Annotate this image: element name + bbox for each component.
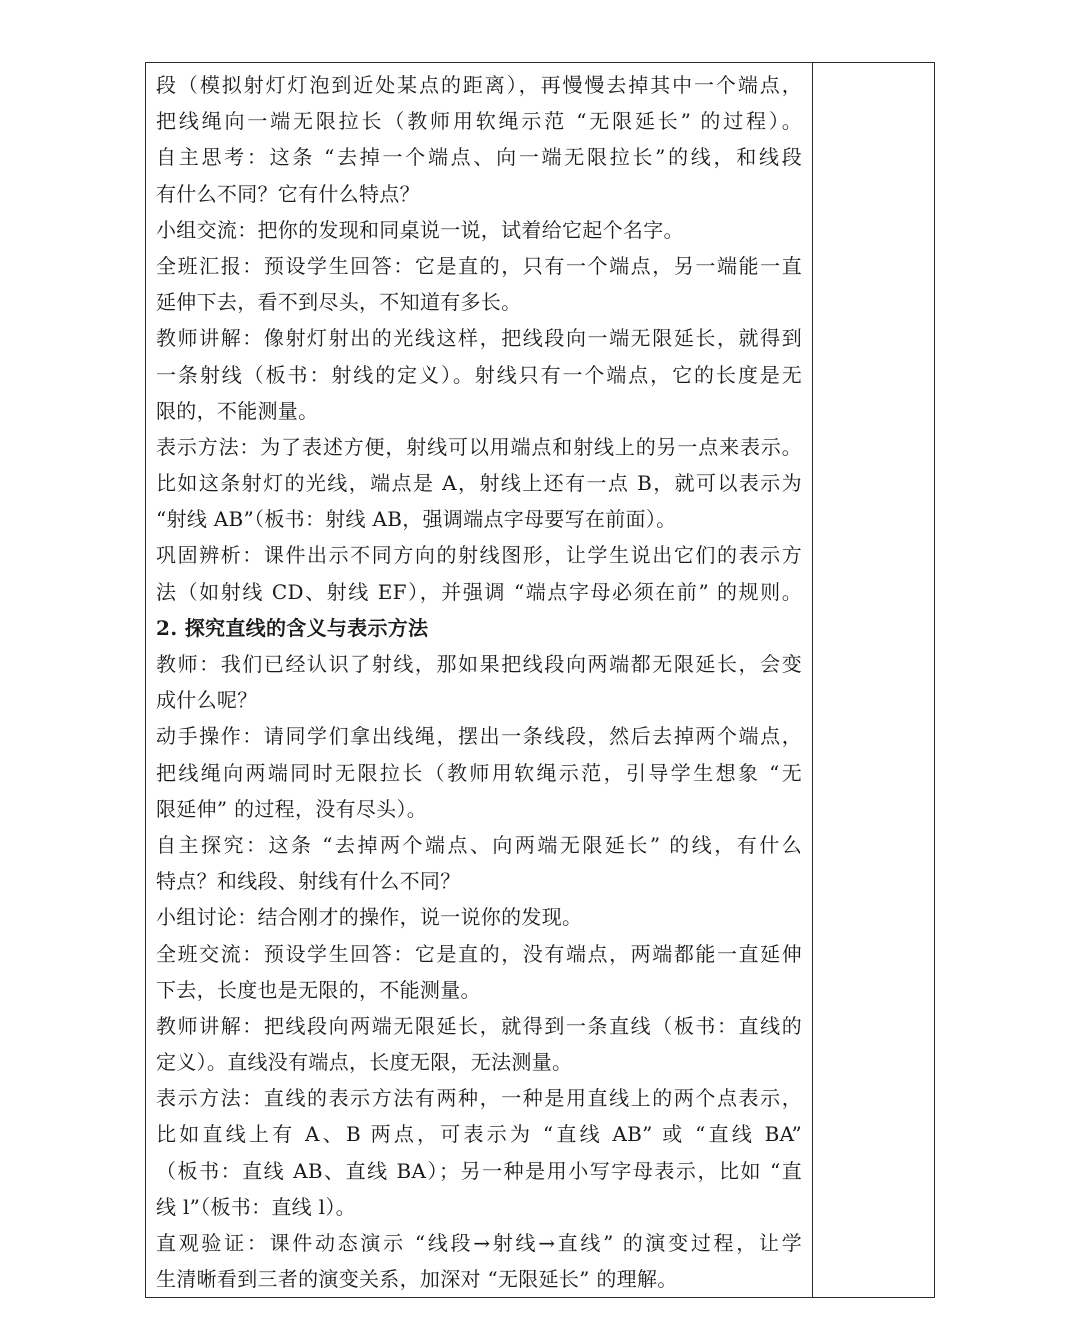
text-line: 线 l”（板书：直线 l）。 bbox=[156, 1194, 356, 1219]
text-line: 比如直线上有 A、B 两点，可表示为 “直线 AB” 或 “直线 BA” bbox=[156, 1122, 802, 1147]
text-line: 巩固辨析：课件出示不同方向的射线图形，让学生说出它们的表示方 bbox=[156, 543, 802, 568]
text-line: （板书：直线 AB、直线 BA）；另一种是用小写字母表示，比如 “直 bbox=[156, 1158, 802, 1183]
text-line: 自主思考：这条 “去掉一个端点、向一端无限拉长”的线，和线段 bbox=[156, 145, 802, 170]
text-line: 动手操作：请同学们拿出线绳，摆出一条线段，然后去掉两个端点， bbox=[156, 724, 802, 749]
text-line: 有什么不同？它有什么特点？ bbox=[156, 181, 420, 206]
text-line: 小组交流：把你的发现和同桌说一说，试着给它起个名字。 bbox=[156, 217, 684, 242]
text-line: 下去，长度也是无限的，不能测量。 bbox=[156, 977, 481, 1002]
text-line: 段（模拟射灯灯泡到近处某点的距离），再慢慢去掉其中一个端点， bbox=[156, 73, 802, 97]
text-line: 教师讲解：把线段向两端无限延长，就得到一条直线（板书：直线的 bbox=[156, 1013, 802, 1038]
text-line: 定义）。直线没有端点，长度无限，无法测量。 bbox=[156, 1050, 573, 1075]
text-line: 一条射线（板书：射线的定义）。射线只有一个端点，它的长度是无 bbox=[156, 362, 802, 387]
text-line: 特点？和线段、射线有什么不同？ bbox=[156, 869, 461, 894]
text-line: 限的，不能测量。 bbox=[156, 398, 319, 423]
lesson-content-cell bbox=[156, 67, 806, 1297]
text-line: 生清晰看到三者的演变关系，加深对 “无限延长” 的理解。 bbox=[156, 1267, 678, 1292]
text-line: “射线 AB”（板书：射线 AB，强调端点字母要写在前面）。 bbox=[156, 507, 677, 532]
text-line: 全班汇报：预设学生回答：它是直的，只有一个端点，另一端能一直 bbox=[156, 253, 802, 278]
text-line: 教师讲解：像射灯射出的光线这样，把线段向一端无限延长，就得到 bbox=[156, 326, 802, 351]
text-line: 成什么呢？ bbox=[156, 688, 258, 713]
text-line: 表示方法：直线的表示方法有两种，一种是用直线上的两个点表示， bbox=[156, 1086, 802, 1111]
text-line: 延伸下去，看不到尽头，不知道有多长。 bbox=[156, 290, 522, 315]
text-line: 表示方法：为了表述方便，射线可以用端点和射线上的另一点来表示。 bbox=[156, 434, 802, 459]
lesson-plan-table bbox=[145, 62, 935, 1298]
text-line: 小组讨论：结合刚才的操作，说一说你的发现。 bbox=[156, 905, 583, 930]
section-heading: 2. 探究直线的含义与表示方法 bbox=[156, 615, 429, 640]
text-line: 把线绳向一端无限拉长（教师用软绳示范 “无限延长” 的过程）。 bbox=[156, 109, 802, 134]
notes-column-divider bbox=[812, 63, 813, 1297]
text-line: 法（如射线 CD、射线 EF），并强调 “端点字母必须在前” 的规则。 bbox=[156, 579, 802, 604]
text-line: 全班交流：预设学生回答：它是直的，没有端点，两端都能一直延伸 bbox=[156, 941, 802, 966]
text-line: 直观验证：课件动态演示 “线段→射线→直线” 的演变过程，让学 bbox=[156, 1231, 802, 1255]
text-line: 比如这条射灯的光线，端点是 A，射线上还有一点 B，就可以表示为 bbox=[156, 471, 802, 496]
text-line: 自主探究：这条 “去掉两个端点、向两端无限延长” 的线，有什么 bbox=[156, 832, 802, 857]
text-line: 教师：我们已经认识了射线，那如果把线段向两端都无限延长，会变 bbox=[156, 652, 802, 676]
text-line: 限延伸” 的过程，没有尽头）。 bbox=[156, 796, 428, 821]
text-line: 把线绳向两端同时无限拉长（教师用软绳示范，引导学生想象 “无 bbox=[156, 760, 802, 785]
